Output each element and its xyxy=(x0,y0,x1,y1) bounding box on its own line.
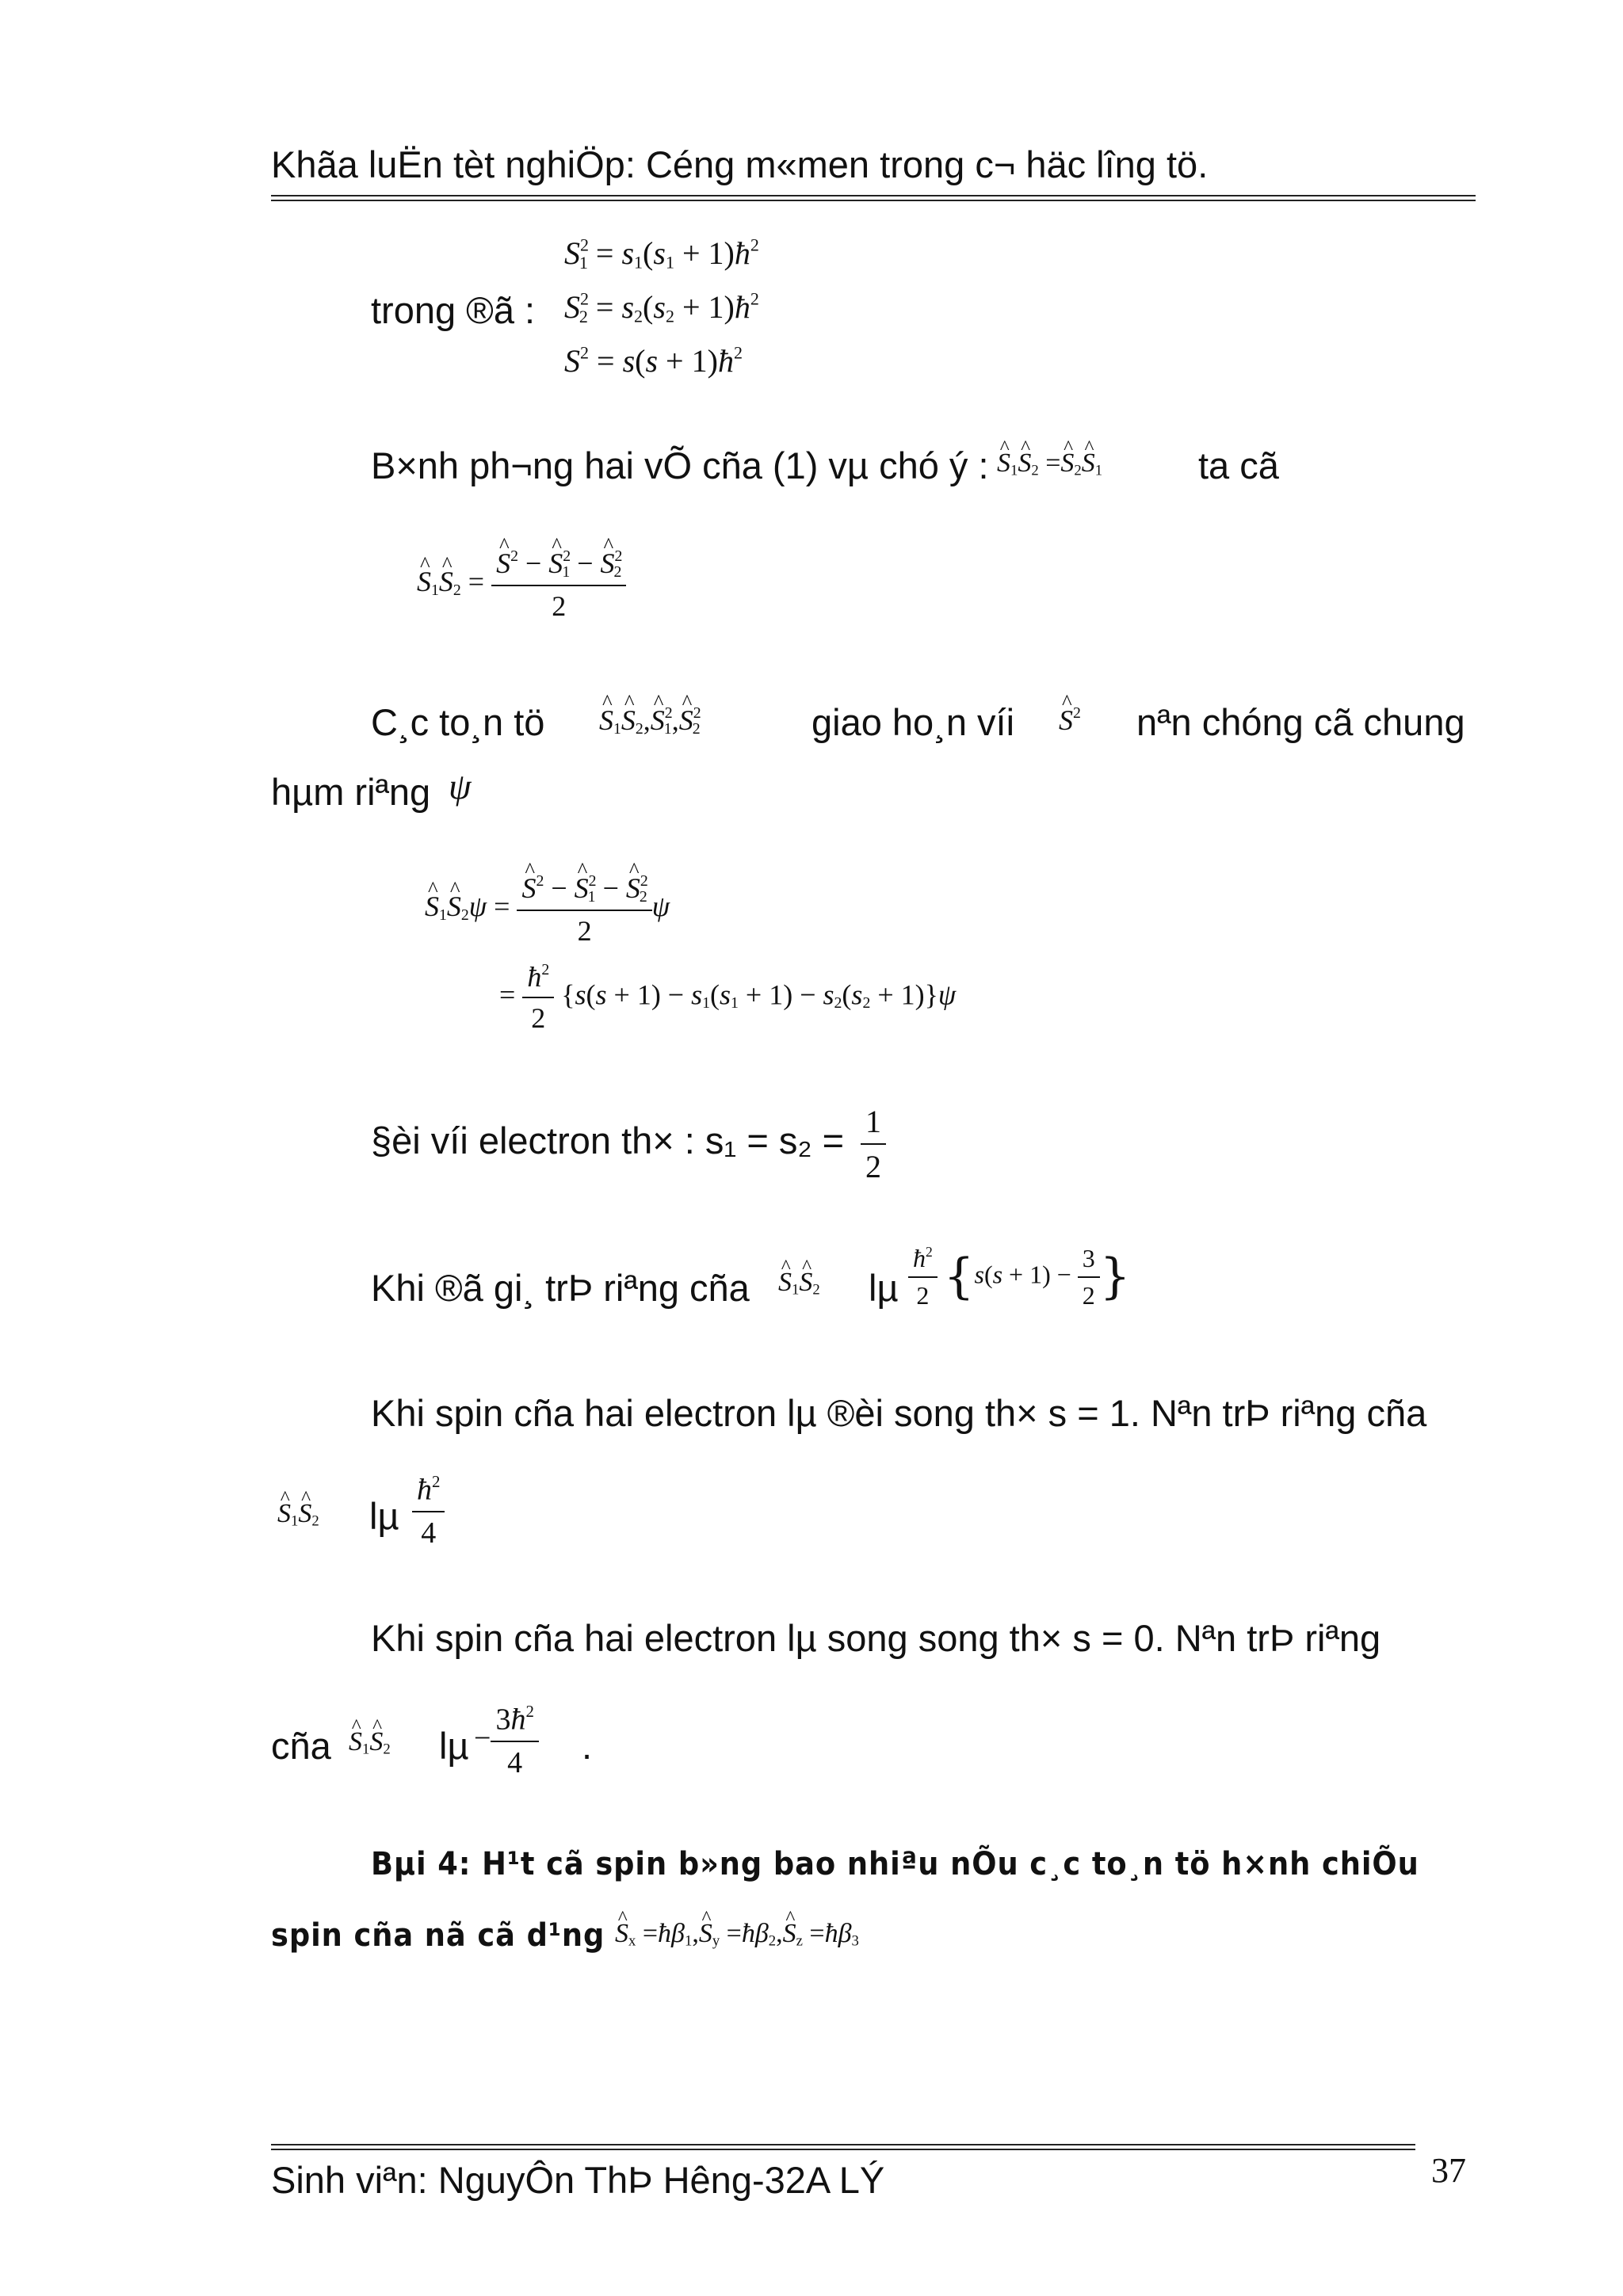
page-header-title: Khãa luËn tèt nghiÖp: Céng m«men trong c¬ häc lîng tö. xyxy=(271,143,1209,185)
half-numerator: 1 xyxy=(861,1103,886,1145)
para-operators-line2: hµm riªng xyxy=(271,771,431,813)
para-square-suffix: ta cã xyxy=(1198,444,1279,486)
para-eigen-prefix: Khi ®ã gi¸ trÞ riªng cña xyxy=(371,1267,750,1309)
header-rule-top xyxy=(271,195,1476,196)
equation-spin-projections: ^ $S_x$ $=ħ\beta_1,\^{}$ $S_y$ $=ħ\beta_2,\^{}$ $S_z$ $=ħ\beta_3$ xyxy=(615,1919,859,1951)
footer-student-name: Sinh viªn: NguyÔn ThÞ Hêng-32A LÝ xyxy=(271,2159,885,2201)
para-operators-c: nªn chóng cã chung xyxy=(1136,701,1465,743)
equation-s1s2-psi: ^ $S_1\^{}$ $S_2\psi$ = ^ $\frac{S^2 - \^{} S^2_1 - \^{} S^2_2}{2}$ ψ xyxy=(425,871,670,948)
trong-do-label: trong ®ã : xyxy=(371,289,536,331)
para-operators-b: giao ho¸n víi xyxy=(812,701,1015,743)
para-antiparallel: Khi spin cña hai electron lµ song song th× s = 0. Nªn trÞ riªng xyxy=(371,1617,1381,1659)
exercise-4-line1: Bµi 4: H¹t cã spin b»ng bao nhiªu nÕu c¸c to¸n tö h×nh chiÕu xyxy=(371,1846,1419,1882)
fraction-one-half xyxy=(861,1103,886,1185)
equation-eigen-general: $\frac{ħ^2}{2}$ {s(s + 1) − $\frac{3}{2}$ } xyxy=(908,1244,1130,1310)
psi-symbol: ψ xyxy=(449,766,472,807)
equation-eigen-expansion: = $\frac{ħ^2}{2}$ $\{s(s + 1) - s_1(s_1 + 1) - s_2(s_2 + 1)\}\psi$ xyxy=(499,961,957,1034)
equation-minus-3hbar-over-4: − $\frac{3ħ^2}{4}$ xyxy=(474,1702,539,1780)
para-square-prefix: B×nh ph¬ng hai vÕ cña (1) vµ chó ý : xyxy=(371,444,989,486)
para-parallel: Khi spin cña hai electron lµ ®èi song th× s = 1. Nªn trÞ riªng cña xyxy=(371,1392,1427,1434)
equation-s1-squared: $S^2_1 = s_1(s_1$ + $1)ħ^2$ xyxy=(564,235,759,273)
header-rule-bottom xyxy=(271,200,1476,201)
equation-s-squared: $S^2 = s(s$ + $1)ħ^2$ xyxy=(564,342,743,379)
half-denominator: 2 xyxy=(865,1149,881,1184)
para-parallel-lu: lµ xyxy=(369,1495,399,1537)
para-electron: §èi víi electron th× : s₁ = s₂ = xyxy=(371,1119,845,1161)
inline-s-squared-hat: ^ $S^2$ xyxy=(1059,704,1081,737)
inline-s1s2-antiparallel: ^ $S_1\^{}$ $S_2$ xyxy=(349,1727,391,1759)
footer-rule-top xyxy=(271,2144,1415,2145)
exercise-4-line2-prefix: spin cña nã cã d¹ng xyxy=(271,1917,605,1954)
para-antiparallel-cua: cña xyxy=(271,1725,331,1767)
equation-s1s2-fraction: ^ $S_1\^{}$ $S_2$ = ^ $\frac{S^2 - \^{} S^2_1 - \^{} S^2_2}{2}$ xyxy=(417,547,626,623)
equation-hbar-sq-over-4: $\frac{ħ^2}{4}$ xyxy=(412,1472,445,1550)
inline-operators-list: ^ $S_1\^{}$ $S_2,\^{}$ $S^2_1,\^{}$ $S^2_2$ xyxy=(599,704,701,738)
inline-s1s2-parallel: ^ $S_1\^{}$ $S_2$ xyxy=(277,1499,319,1531)
footer-rule-bottom xyxy=(271,2149,1415,2150)
para-antiparallel-lu: lµ xyxy=(439,1725,469,1767)
page-number: 37 xyxy=(1431,2151,1466,2190)
inline-commutation: ^ $S_1\^{}$ $S_2$ =^ $S_2\^{}$ $S_1$ xyxy=(997,448,1102,480)
period: . xyxy=(582,1725,593,1767)
inline-s1s2-eigen: ^ $S_1\^{}$ $S_2$ xyxy=(778,1268,820,1299)
equation-s2-squared: $S^2_2 = s_2(s_2$ + $1)ħ^2$ xyxy=(564,288,759,326)
para-operators-a: C¸c to¸n tö xyxy=(371,701,545,743)
para-eigen-mid: lµ xyxy=(869,1267,899,1309)
